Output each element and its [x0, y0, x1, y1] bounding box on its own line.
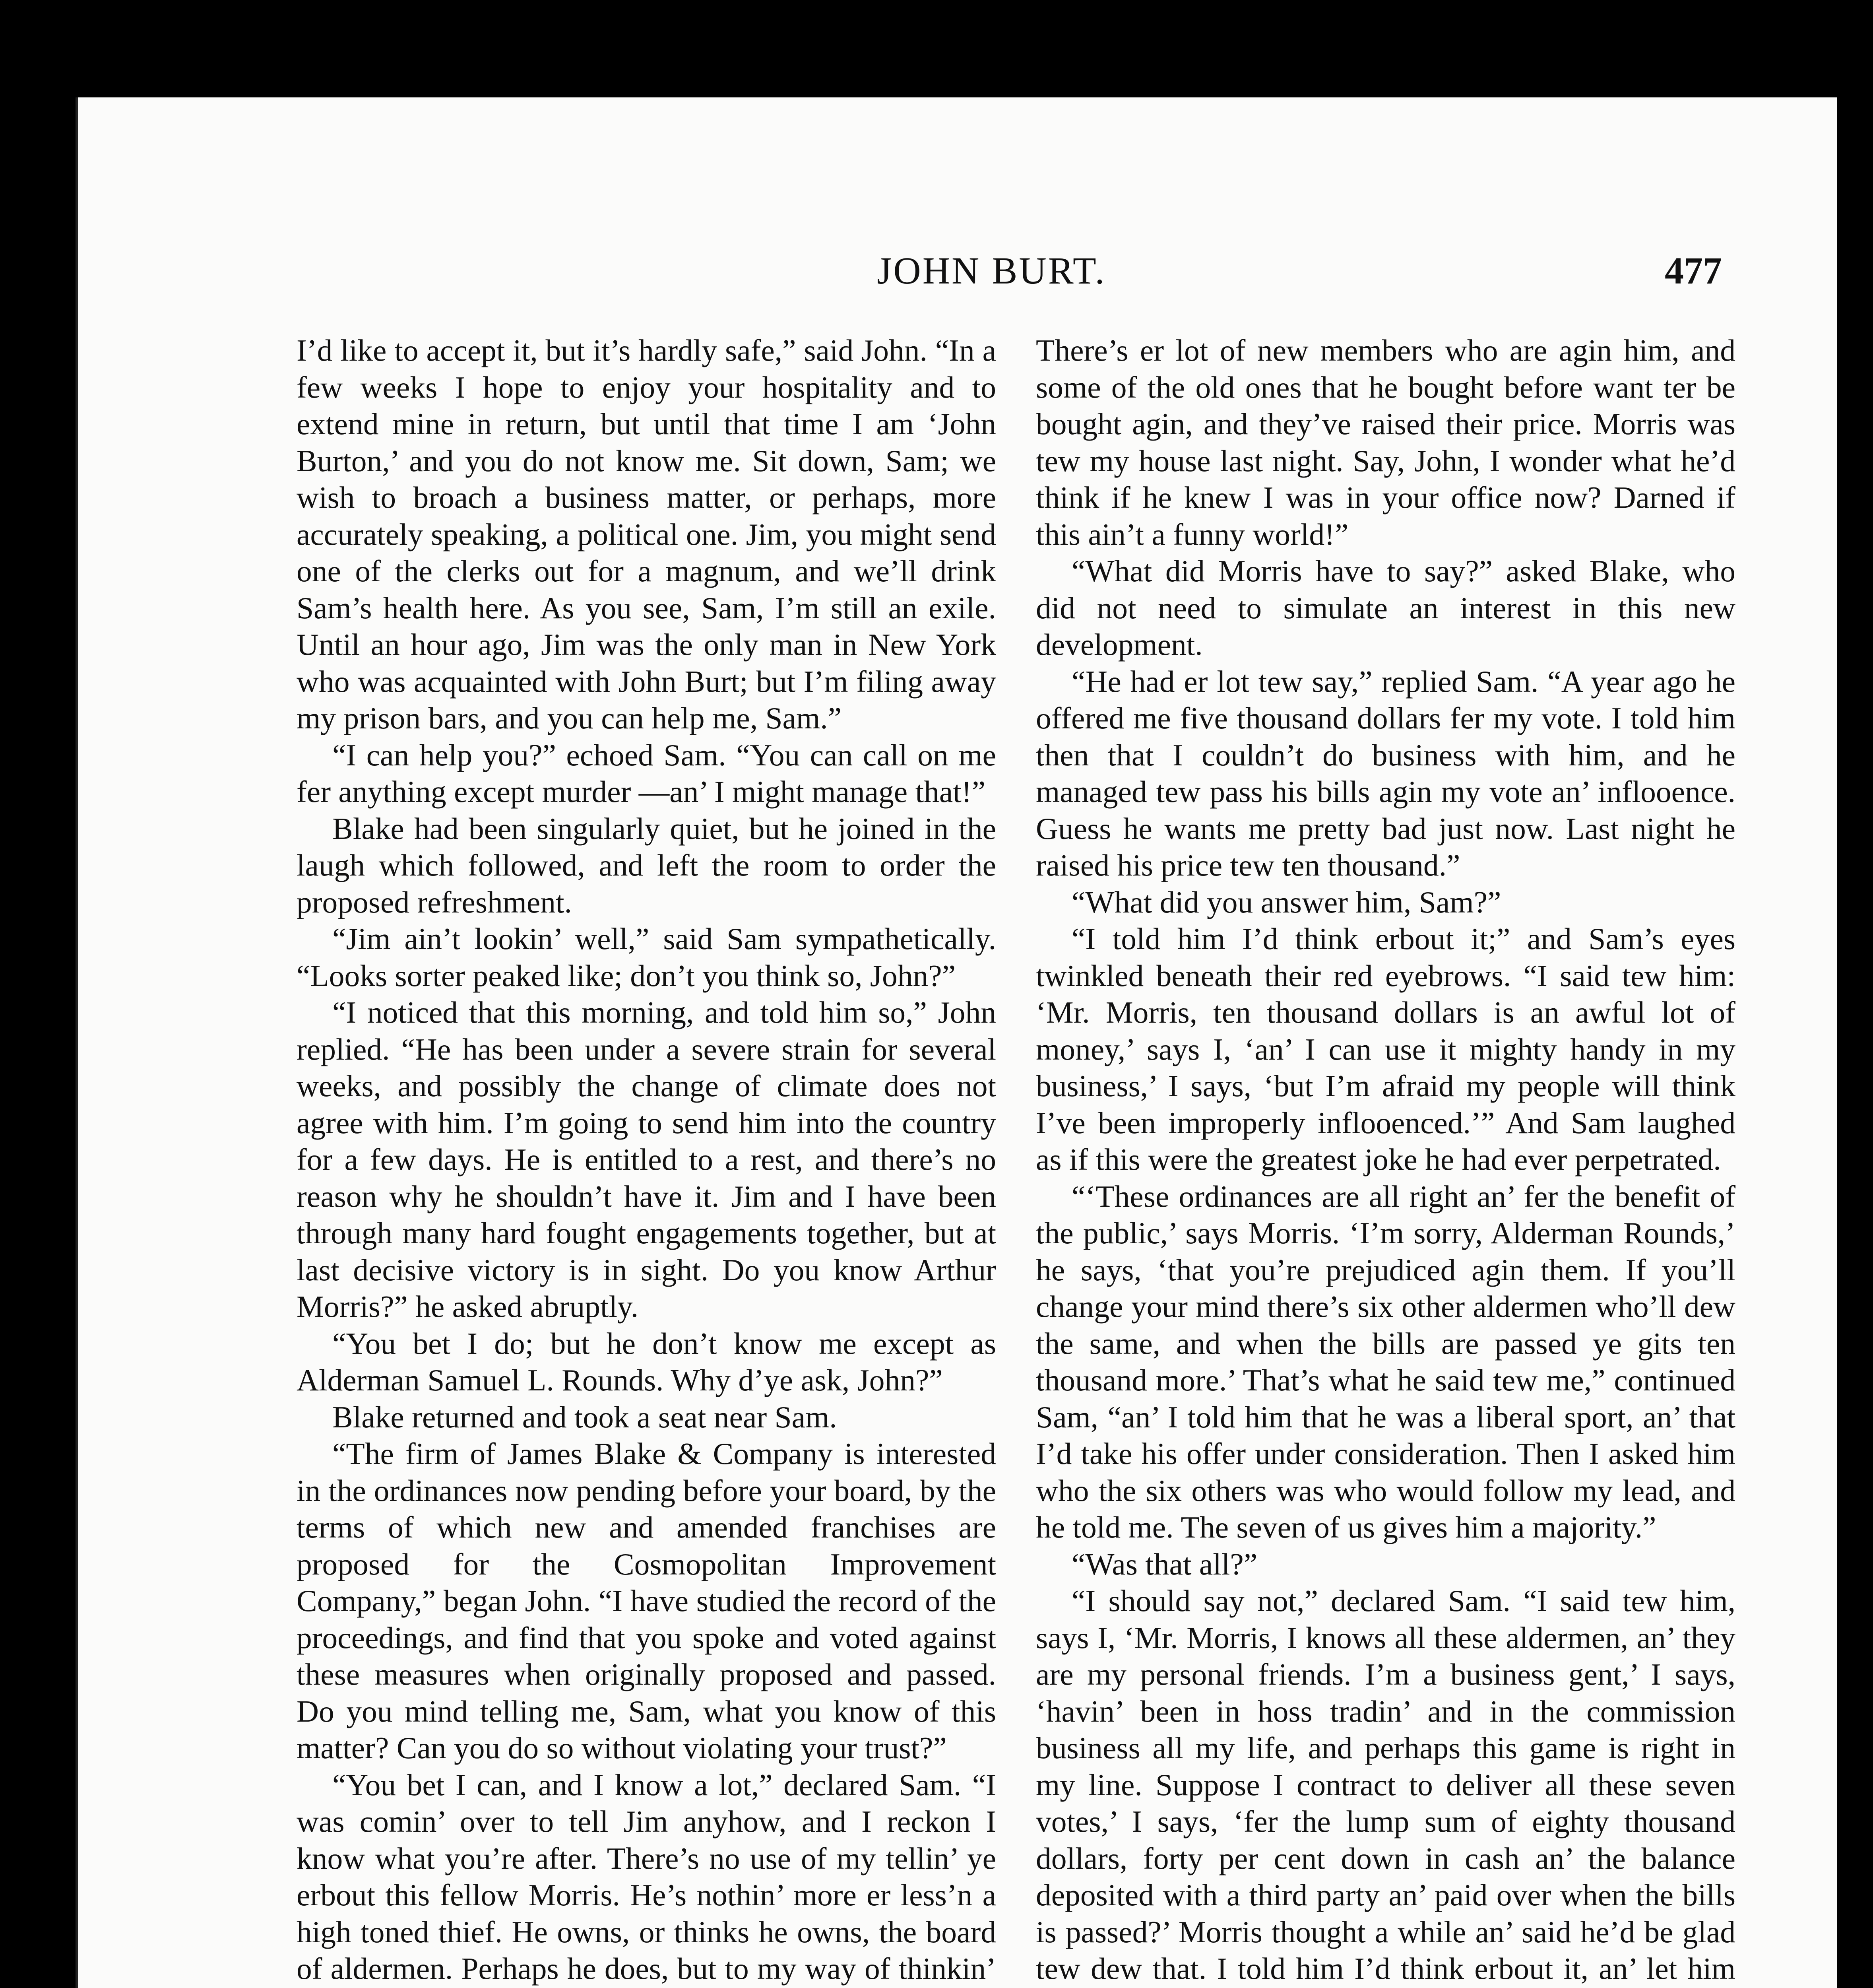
page-number: 477 [1665, 249, 1722, 292]
right-column [1036, 332, 1735, 1988]
paragraph: “Was that all?” [1072, 1547, 1258, 1581]
running-head: JOHN BURT. [877, 249, 1106, 292]
book-page [76, 97, 1837, 1988]
paragraph: I’d like to accept it, but it’s hardly safe,” said John. “In a few weeks I hope to enjoy your hospitality and to extend mine in return, but until that time I am ‘John Burton,’ and you do not know me. Sit down, Sam; we wish to broach a business matter, or perhaps, more accurately speaking, a political one. Jim, you might send one of the clerks out for a magnum, and we’ll drink Sam’s health here. As you see, Sam, I’m still an exile. Until an hour ago, Jim was the only man in New York who was acquainted with John Burt; but I’m filing away my prison bars, and you can help me, Sam.” [297, 333, 996, 735]
paragraph: Blake had been singularly quiet, but he joined in the laugh which followed, and left the room to order the proposed refreshment. [297, 811, 996, 919]
paragraph: “You bet I can, and I know a lot,” declared Sam. “I was comin’ over to tell Jim anyhow, and I reckon I know what you’re after. There’s no use of my tellin’ ye erbout this fellow Morris. He’s nothin’ more er less’n a high toned thief. He owns, or thinks he owns, the board of aldermen. Perhaps he does, but to my way of thinkin’ [297, 1767, 996, 1986]
paragraph: Blake returned and took a seat near Sam. [332, 1400, 837, 1434]
paragraph: “I noticed that this morning, and told him so,” John replied. “He has been under a severe strain for several weeks, and possibly the change of climate does not agree with him. I’m going to send him into the country for a few days. He is entitled to a rest, and there’s no reason why he shouldn’t have it. Jim and I have been through many hard fought engagements together, but at last decisive victory is in sight. Do you know Arthur Morris?” he asked abruptly. [297, 995, 996, 1324]
paragraph: “I should say not,” declared Sam. “I said tew him, says I, ‘Mr. Morris, I knows all these aldermen, an’ they are my personal friends. I’m a business gent,’ I says, ‘havin’ been in hoss tradin’ and in the commission business all my life, and perhaps this game is right in my line. Suppose I contract to deliver all these seven votes,’ I says, ‘fer the lump sum of eighty thousand dollars, forty per cent down in cash an’ the balance deposited with a third party an’ paid over when the bills is passed?’ Morris thought a while an’ said he’d be glad tew dew that. I told him I’d think erbout it, an’ let him [1036, 1584, 1735, 1986]
paragraph: “I told him I’d think erbout it;” and Sam’s eyes twinkled beneath their red eyebrows. “I said tew him: ‘Mr. Morris, ten thousand dollars is an awful lot of money,’ says I, ‘an’ I can use it mighty handy in my business,’ I says, ‘but I’m afraid my people will think I’ve been improperly inflooenced.’” And Sam laughed as if this were the greatest joke he had ever perpetrated. [1036, 922, 1735, 1176]
left-column [297, 332, 996, 1988]
paragraph: “Jim ain’t lookin’ well,” said Sam sympathetically. “Looks sorter peaked like; don’t you think so, John?” [297, 922, 996, 993]
paragraph: There’s er lot of new members who are agin him, and some of the old ones that he bought before want ter be bought agin, and they’ve raised their price. Morris was tew my house last night. Say, John, I wonder what he’d think if he knew I was in your office now? Darned if this ain’t a funny world!” [1036, 333, 1735, 551]
page-header [78, 248, 1837, 308]
paragraph: “He had er lot tew say,” replied Sam. “A year ago he offered me five thousand dollars fer my vote. I told him then that I couldn’t do business with him, and he managed tew pass his bills agin my vote an’ inflooence. Guess he wants me pretty bad just now. Last night he raised his price tew ten thousand.” [1036, 664, 1735, 882]
paragraph: “I can help you?” echoed Sam. “You can call on me fer anything except murder —an’ I might manage that!” [297, 738, 996, 809]
paragraph: “You bet I do; but he don’t know me except as Alderman Samuel L. Rounds. Why d’ye ask, John?” [297, 1326, 996, 1397]
paragraph: “The firm of James Blake & Company is interested in the ordinances now pending before your board, by the terms of which new and amended franchises are proposed for the Cosmopolitan Improvement Company,” began John. “I have studied the record of the proceedings, and find that you spoke and voted against these measures when originally proposed and passed. Do you mind telling me, Sam, what you know of this matter? Can you do so without violating your trust?” [297, 1437, 996, 1765]
paragraph: “What did you answer him, Sam?” [1072, 885, 1501, 919]
paragraph: “What did Morris have to say?” asked Blake, who did not need to simulate an interest in this new development. [1036, 554, 1735, 662]
paragraph: “‘These ordinances are all right an’ fer the benefit of the public,’ says Morris. ‘I’m sorry, Alderman Rounds,’ he says, ‘that you’re prejudiced agin them. If you’ll change your mind there’s six other aldermen who’ll dew the same, and when the bills are passed ye gits ten thousand more.’ That’s what he said tew me,” continued Sam, “an’ I told him that he was a liberal sport, an’ that I’d take his offer under consideration. Then I asked him who the six others was who would follow my lead, and he told me. The seven of us gives him a majority.” [1036, 1179, 1735, 1544]
